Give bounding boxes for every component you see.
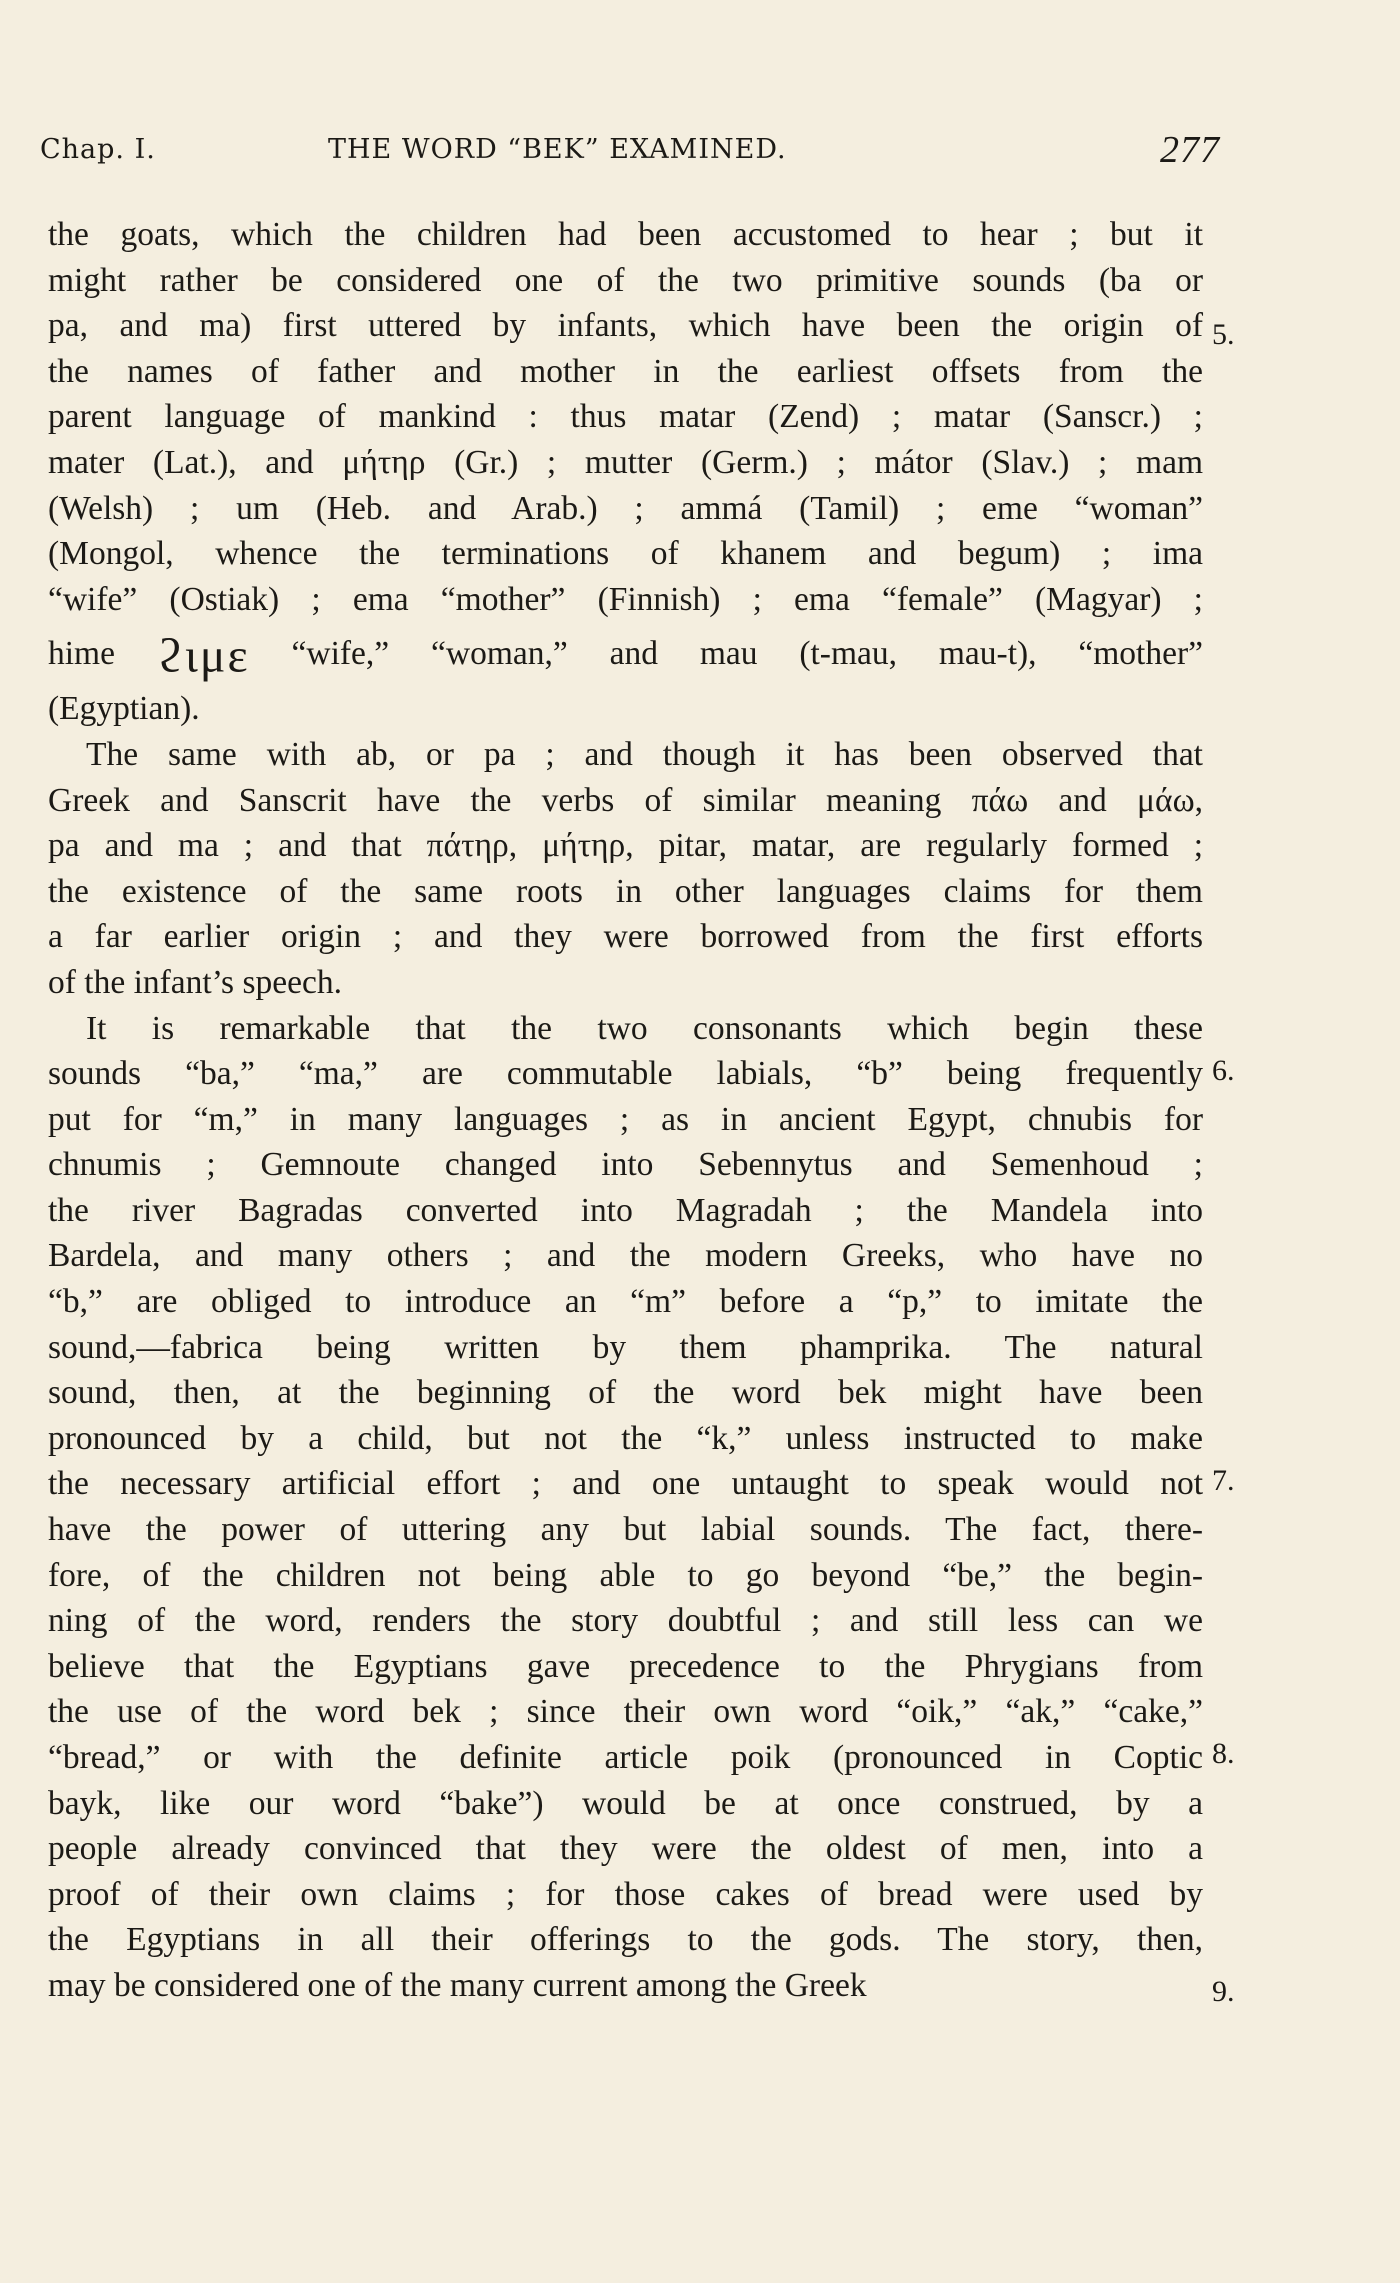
margin-number-8: 8. <box>1212 1737 1235 1770</box>
text-line: of the infant’s speech. <box>48 963 342 1001</box>
hime-word: hime <box>48 635 115 673</box>
margin-number-9: 9. <box>1212 1975 1235 2008</box>
text-line: parent language of mankind : thus matar (Zend) ; matar (Sanscr.) ; <box>48 398 1203 436</box>
text-line: people already convinced that they were the oldest of men, into a <box>48 1830 1203 1868</box>
text-line: “bread,” or with the definite article poik (pronounced in Coptic <box>48 1739 1203 1776</box>
text-line: pa and ma ; and that πάτηρ, μήτηρ, pitar, matar, are regularly formed ; <box>48 827 1203 865</box>
text-line: It is remarkable that the two consonants which begin these <box>86 1009 1203 1047</box>
text-line: “b,” are obliged to introduce an “m” before a “p,” to imitate the <box>48 1283 1203 1321</box>
text-line: the Egyptians in all their offerings to the gods. The story, then, <box>48 1921 1203 1959</box>
text-line: the existence of the same roots in other languages claims for them <box>48 872 1203 910</box>
text-line: the names of father and mother in the earliest offsets from the <box>48 352 1203 390</box>
text-line: chnumis ; Gemnoute changed into Sebennytus and Semenhoud ; <box>48 1146 1203 1184</box>
text-line: have the power of uttering any but labial sounds. The fact, there- <box>48 1511 1203 1549</box>
text-line: sound,—fabrica being written by them phamprika. The natural <box>48 1328 1203 1366</box>
text-line: may be considered one of the many current among the Greek <box>48 1966 867 2004</box>
running-title: THE WORD “BEK” EXAMINED. <box>328 134 787 165</box>
margin-number-7: 7. <box>1212 1464 1235 1497</box>
coptic-word: ϩιμε <box>156 629 250 683</box>
text-line: the necessary artificial effort ; and one untaught to speak would not <box>48 1465 1203 1503</box>
text-line: pronounced by a child, but not the “k,” unless instructed to make <box>48 1419 1203 1457</box>
running-header <box>40 128 1220 171</box>
text-line: a far earlier origin ; and they were borrowed from the first efforts <box>48 918 1203 956</box>
text-line: sound, then, at the beginning of the word bek might have been <box>48 1374 1203 1412</box>
text-line: (Egyptian). <box>48 690 200 728</box>
text-line: put for “m,” in many languages ; as in ancient Egypt, chnubis for <box>48 1100 1203 1138</box>
text-line: believe that the Egyptians gave precedence to the Phrygians from <box>48 1647 1203 1685</box>
hime-line-rest: “wife,” “woman,” and mau (t-mau, mau-t), “mother” <box>291 635 1204 673</box>
text-line: (Welsh) ; um (Heb. and Arab.) ; ammá (Tamil) ; eme “woman” <box>48 489 1203 527</box>
text-line: the goats, which the children had been accustomed to hear ; but it <box>48 216 1203 253</box>
text-line: The same with ab, or pa ; and though it has been observed that <box>86 735 1203 773</box>
margin-number-6: 6. <box>1212 1054 1235 1087</box>
text-line: (Mongol, whence the terminations of khanem and begum) ; ima <box>48 535 1203 573</box>
text-line: Bardela, and many others ; and the modern Greeks, who have no <box>48 1237 1203 1275</box>
text-line: pa, and ma) first uttered by infants, which have been the origin of <box>48 307 1203 345</box>
text-line: the river Bagradas converted into Magradah ; the Mandela into <box>48 1191 1203 1229</box>
text-line: bayk, like our word “bake”) would be at once construed, by a <box>48 1784 1203 1822</box>
text-line: might rather be considered one of the two primitive sounds (ba or <box>48 261 1203 299</box>
page-number: 277 <box>1160 129 1220 171</box>
body-text <box>48 212 1203 2009</box>
text-line: proof of their own claims ; for those cakes of bread were used by <box>48 1875 1203 1913</box>
hime-line <box>48 622 1203 686</box>
text-line: the use of the word bek ; since their own word “oik,” “ak,” “cake,” <box>48 1693 1203 1731</box>
text-line: ning of the word, renders the story doubtful ; and still less can we <box>48 1602 1203 1640</box>
text-line: sounds “ba,” “ma,” are commutable labials, “b” being frequently <box>48 1055 1203 1093</box>
chapter-label: Chap. I. <box>40 134 156 165</box>
text-line: fore, of the children not being able to go beyond “be,” the begin- <box>48 1556 1203 1594</box>
text-line: “wife” (Ostiak) ; ema “mother” (Finnish) ; ema “female” (Magyar) ; <box>48 580 1203 618</box>
margin-number-5: 5. <box>1212 318 1235 351</box>
text-line: Greek and Sanscrit have the verbs of similar meaning πάω and μάω, <box>48 781 1203 819</box>
text-line: mater (Lat.), and μήτηρ (Gr.) ; mutter (Germ.) ; mátor (Slav.) ; mam <box>48 443 1203 481</box>
